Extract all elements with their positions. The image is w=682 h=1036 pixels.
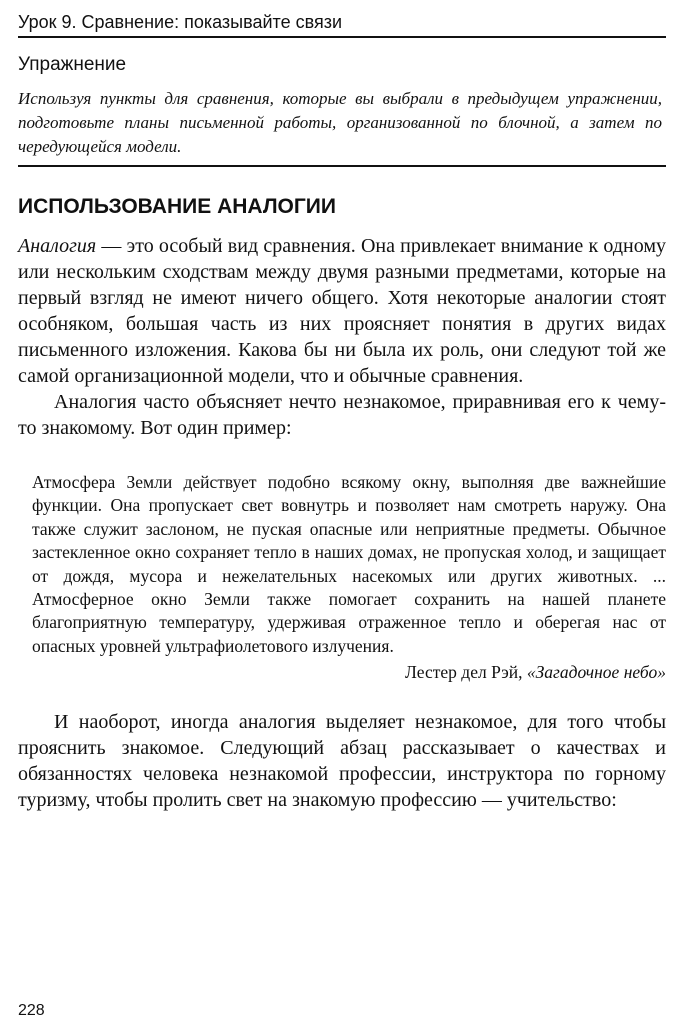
paragraph-1-text: — это особый вид сравнения. Она привлекает внимание к одному или нескольким сходствам между двумя разными предметами, которые на первый взгляд не имеют ничего общего. Хотя некоторые аналогии стоят особняком, большая часть из них проясняет понятия в других видах письменного изложения. Какова бы ни была их роль, они следуют той же самой организационной модели, что и обычные сравнения. [18,235,666,387]
paragraph-1 [18,233,666,389]
exercise-body: Используя пункты для сравнения, которые вы выбрали в предыдущем упражнении, подготовьте планы письменной работы, организованной по блочной, а затем по чередующейся модели. [18,87,666,167]
section-title: ИСПОЛЬЗОВАНИЕ АНАЛОГИИ [18,195,336,218]
book-page [18,0,666,833]
running-head: Урок 9. Сравнение: показывайте связи [18,0,666,38]
block-quote: Атмосфера Земли действует подобно всякому окну, выполняя две важнейшие функции. Она пропускает свет вовнутрь и позволяет нам смотреть наружу. Она также служит заслоном, не пуская опасные или неприятные предметы. Обычное застекленное окно сохраняет тепло в наших домах, не пропуская холод, и защищает от дождя, мусора и нежелательных насекомых или других животных. ... Атмосферное окно Земли также помогает сохранить на нашей планете благоприятную температуру, удерживая отраженное тепло и оберегая нас от опасных уровней ультрафиолетового излучения. [32,472,666,656]
attribution-work: «Загадочное небо» [526,662,666,683]
term-analogy: Аналогия [18,235,97,257]
page-number: 228 [18,1002,45,1019]
paragraph-3: И наоборот, иногда аналогия выделяет незнакомое, для того чтобы прояснить знакомое. Следующий абзац рассказывает о качествах и обязанностях человека незнакомой профессии, инструктора по горному туризму, чтобы пролить свет на знакомую профессию — учительство: [18,711,666,812]
quote-attribution [18,662,666,683]
paragraph-2: Аналогия часто объясняет нечто незнакомое, приравнивая его к чему-то знакомому. Вот один пример: [18,391,666,439]
exercise-title: Упражнение [18,54,127,75]
attribution-author: Лестер дел Рэй, [405,662,527,683]
